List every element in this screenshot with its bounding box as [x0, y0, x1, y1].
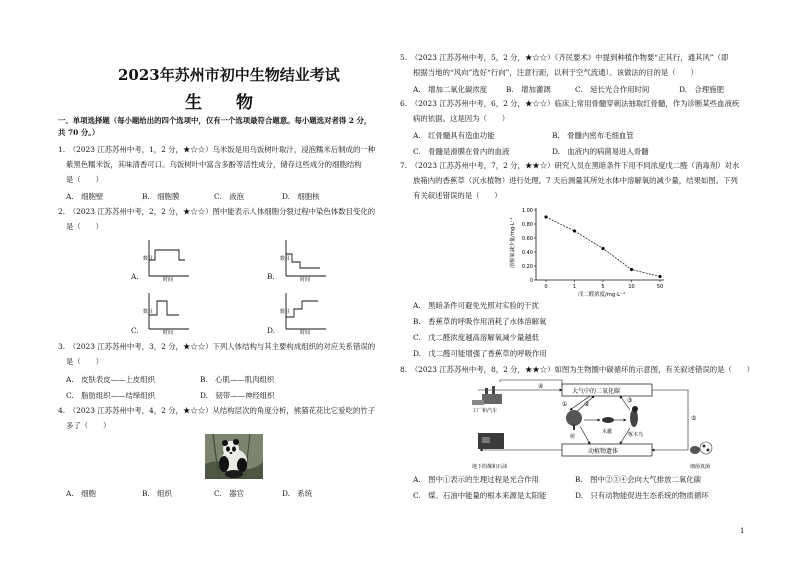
q4-line1: 4. （2023 江苏苏州中考，4，2 分，★☆☆）从结构层次的角度分析，熊猫花花比它爱吃的竹子	[58, 406, 376, 415]
q1-option-a[interactable]: A. 细胞壁	[66, 192, 104, 201]
q7-line3: 有关叙述错误的是（ ）	[413, 191, 502, 200]
q7-option-d[interactable]: D. 戊二醛可能增强了香蕉草的呼吸作用	[413, 349, 547, 358]
q5-option-d[interactable]: D. 合理施肥	[679, 85, 724, 94]
y-tick-label: 0	[529, 277, 533, 284]
factory-icon	[472, 386, 502, 405]
q8-option-c[interactable]: C. 煤、石油中能量的根本来源是太阳能	[413, 491, 547, 500]
q2-d-xlabel: 时间	[300, 330, 311, 335]
q3-option-c[interactable]: C. 脂肪组织——结缔组织	[66, 391, 156, 400]
insect-icon	[602, 417, 614, 423]
q2-label-b[interactable]: B.	[267, 272, 275, 281]
q8-line1: 8. （2023 江苏苏州中考，8，2 分，★★☆）如图为生物圈中碳循环的示意图，有关叙述错误的是（ ）	[400, 365, 755, 374]
x-tick-label: 5	[601, 284, 605, 290]
chart-axes	[536, 208, 664, 280]
y-tick-label: 0.40	[521, 249, 533, 256]
x-tick-label: 0	[544, 284, 548, 290]
q1-option-b[interactable]: B. 细胞膜	[142, 192, 180, 201]
q3-option-b[interactable]: B. 心肌——肌肉组织	[200, 375, 275, 384]
q7-option-c[interactable]: C. 戊二醛浓度越高溶解氧减少量越低	[413, 333, 539, 342]
label-num-5: ⑤	[691, 415, 697, 422]
q5-line1: 5. （2023 江苏苏州中考，5，2 分，★☆☆）《齐民要术》中提到种植作物要“正其行，通其风”（即	[400, 53, 729, 62]
label-num-4: ④	[538, 383, 544, 390]
label-num-3: ③	[627, 397, 633, 404]
q1-line1: 1. （2023 江苏苏州中考，1，2 分，★☆☆）乌米饭是用乌饭树叶取汁，浸泡糯米后制成的一种	[58, 145, 376, 154]
q7-option-a[interactable]: A. 黑暗条件可避免光照对实验的干扰	[413, 301, 539, 310]
chart-xlabel: 戊二醛浓度/mg·L⁻¹	[578, 292, 626, 298]
chart-series-line	[546, 217, 660, 277]
x-tick-label: 1	[572, 284, 577, 290]
q8-option-a[interactable]: A. 图中①表示的生理过程是光合作用	[413, 475, 539, 484]
q2-label-d[interactable]: D.	[267, 326, 276, 335]
x-tick-label: 10	[628, 284, 635, 290]
tree-icon	[566, 410, 582, 430]
q6-option-b[interactable]: B. 骨髓内密布毛细血管	[552, 131, 634, 140]
q4-option-a[interactable]: A. 细胞	[66, 489, 96, 498]
q7-chart	[506, 202, 686, 300]
q6-option-a[interactable]: A. 红骨髓具有造血功能	[413, 131, 495, 140]
data-point	[658, 275, 661, 278]
chart-xticks	[544, 280, 663, 290]
data-point	[544, 215, 547, 218]
data-point	[630, 268, 633, 271]
q2-graph-b	[280, 238, 328, 282]
y-tick-label: 1.00	[521, 207, 533, 214]
q2-graph-c	[143, 291, 191, 335]
q5-line2: 根据当地的“风向”选好“行向”，注意行距，以利于空气流通）。该做法的目的是（ ）	[413, 68, 698, 77]
coal-oil-icon	[478, 433, 504, 449]
q2-graph-d	[280, 291, 328, 335]
q5-option-c[interactable]: C. 延长光合作用时间	[575, 85, 650, 94]
y-tick-label: 0.20	[521, 263, 533, 270]
data-point	[573, 229, 576, 232]
y-tick-label: 0.80	[521, 221, 533, 228]
q3-option-d[interactable]: D. 韧带——神经组织	[200, 391, 275, 400]
q5-option-a[interactable]: A. 增加二氧化碳浓度	[413, 85, 488, 94]
q2-a-ylabel: 数目	[143, 256, 154, 262]
q2-d-ylabel: 数目	[280, 309, 291, 315]
q6-option-c[interactable]: C. 骨髓是滑膜在骨内的血液	[413, 147, 510, 156]
y-tick-label: 0.60	[521, 235, 533, 242]
page-number: 1	[740, 527, 745, 535]
carbon-cycle-diagram	[470, 378, 720, 470]
x-tick-label: 50	[656, 284, 664, 290]
q5-option-b[interactable]: B. 增加灌溉	[506, 85, 551, 94]
q4-line2: 多了（ ）	[66, 421, 111, 430]
bacteria-fungi-icon	[690, 442, 712, 454]
q4-option-d[interactable]: D. 系统	[282, 489, 313, 498]
q2-line1: 2. （2023 江苏苏州中考，2，2 分，★☆☆）图中能表示人体细胞分裂过程中染色体数目变化的	[58, 207, 376, 216]
q3-line2: 是（ ）	[66, 357, 103, 366]
q2-c-xlabel: 时间	[163, 330, 174, 335]
q1-line2: 紫黑色糯米饭，其味清香可口。乌饭树叶中富含多酚等活性成分，储存这些成分的细胞结构	[66, 160, 362, 169]
q8-option-d[interactable]: D. 只有动物能促进生态系统的物质循环	[575, 491, 709, 500]
q8-option-b[interactable]: B. 图中②③④会向大气排放二氧化碳	[575, 475, 702, 484]
remains-label: 动植物遗体	[588, 448, 619, 455]
q7-line1: 7. （2023 江苏苏州中考，7，2 分，★★☆）研究人员在黑暗条件下用不同浓度戊二醛（消毒剂）对水	[400, 161, 740, 170]
q6-line1: 6. （2023 江苏苏州中考，6，2 分，★☆☆）临床上常用骨髓穿刺法抽取红骨髓，作为诊断某些血液疾	[400, 99, 740, 108]
label-num-2: ②	[584, 401, 590, 408]
decomposer-label: 细菌真菌	[690, 464, 711, 470]
label-num-1: ①	[562, 401, 568, 408]
bird-label: 啄木鸟	[628, 432, 644, 438]
q2-c-ylabel: 数目	[143, 309, 154, 315]
q2-b-xlabel: 时间	[300, 277, 311, 282]
section-header-cont: 共 70 分。）	[58, 128, 100, 137]
q2-b-ylabel: 数目	[280, 256, 291, 262]
panda-image	[205, 434, 263, 479]
atmosphere-label: 大气中的二氧化碳	[572, 388, 621, 395]
data-point	[601, 247, 604, 250]
q2-graph-a	[143, 238, 191, 282]
q4-option-b[interactable]: B. 组织	[142, 489, 172, 498]
q3-line1: 3. （2023 江苏苏州中考，3，2 分，★☆☆）下列人体结构与其主要构成组织的对应关系错误的	[58, 342, 376, 351]
q2-a-xlabel: 时间	[163, 277, 174, 282]
chart-yticks	[522, 208, 536, 284]
q1-line3: 是（ ）	[66, 175, 103, 184]
q6-option-d[interactable]: D. 血液内的病菌易进入骨髓	[552, 147, 649, 156]
q4-option-c[interactable]: C. 器官	[214, 489, 244, 498]
q6-line2: 病的依据。这是因为（ ）	[413, 114, 510, 123]
insect-label: 木蠹	[602, 429, 613, 435]
q3-option-a[interactable]: A. 皮肤表皮——上皮组织	[66, 375, 155, 384]
q7-option-b[interactable]: B. 香蕉草的呼吸作用消耗了水体溶解氧	[413, 317, 547, 326]
q1-option-c[interactable]: C. 液泡	[214, 192, 244, 201]
q2-label-a[interactable]: A.	[131, 272, 139, 281]
q2-label-c[interactable]: C.	[131, 326, 139, 335]
chart-ylabel: 溶解氧减少量/mg·L⁻¹	[510, 217, 516, 268]
exam-title: 2023年苏州市初中生物结业考试	[118, 66, 340, 84]
q1-option-d[interactable]: D. 细胞核	[282, 192, 320, 201]
factory-label: 工厂和汽车	[472, 408, 498, 414]
q7-line2: 族箱内的香蕉草（沉水植物）进行处理。7 天后测量其所处水体中溶解氧的减少量，结果如图。下列	[413, 176, 738, 185]
section-header: 一、单项选择题（每小题给出的四个选项中，仅有一个选项最符合题意。每小题选对者得 2 分，	[58, 116, 372, 125]
fossil-label: 地下的煤和石油	[472, 464, 508, 470]
q2-line2: 是（ ）	[66, 222, 103, 231]
tree-label: 树	[570, 434, 576, 440]
bird-icon	[630, 406, 638, 427]
subject-title: 生物	[185, 93, 287, 113]
